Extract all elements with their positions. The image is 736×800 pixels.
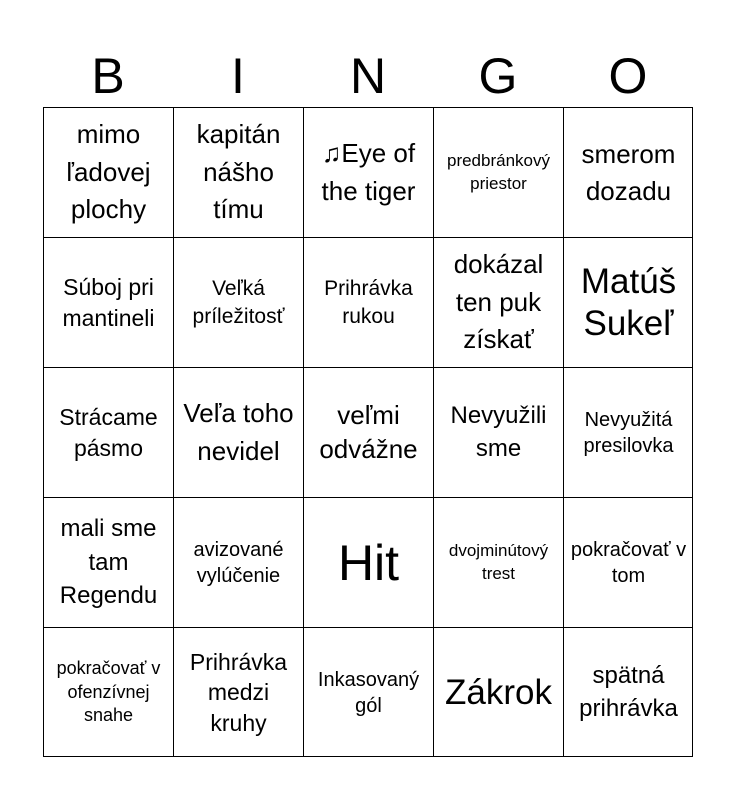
bingo-cell[interactable] <box>433 497 563 627</box>
bingo-cell[interactable] <box>563 367 693 497</box>
bingo-cell[interactable] <box>303 627 433 757</box>
bingo-cell[interactable] <box>173 627 303 757</box>
bingo-cell-text: Prihrávka rukou <box>324 277 413 328</box>
bingo-cell[interactable] <box>173 237 303 367</box>
bingo-cell[interactable] <box>303 237 433 367</box>
bingo-cell-text: Súboj pri mantineli <box>62 274 155 331</box>
bingo-cell-text: spätná prihrávka <box>579 662 678 722</box>
bingo-cell-text: kapitán nášho tímu <box>196 118 281 225</box>
bingo-cell-text: Nevyužili sme <box>450 402 547 462</box>
bingo-cell[interactable] <box>563 497 693 627</box>
bingo-cell-text: avizované vylúčenie <box>193 538 284 587</box>
bingo-cell-text: Veľa toho nevidel <box>183 397 294 466</box>
bingo-cell[interactable] <box>303 497 433 627</box>
bingo-cell-text: Nevyužitá presilovka <box>583 408 674 457</box>
bingo-cell[interactable] <box>563 107 693 237</box>
bingo-cell-text: Prihrávka medzi kruhy <box>189 648 288 736</box>
bingo-cell[interactable] <box>173 497 303 627</box>
bingo-cell-text: veľmi odvážne <box>319 399 418 464</box>
bingo-cell-text: Veľká príležitosť <box>192 277 285 328</box>
bingo-cell[interactable] <box>433 627 563 757</box>
header-letter-b: B <box>91 48 125 104</box>
bingo-cell-text: Zákrok <box>445 672 552 712</box>
bingo-grid <box>43 107 693 757</box>
bingo-cell-text: predbránkový priestor <box>446 151 550 193</box>
bingo-cell[interactable] <box>43 237 173 367</box>
bingo-cell[interactable] <box>303 107 433 237</box>
bingo-cell-text: pokračovať v ofenzívnej snahe <box>56 657 161 726</box>
bingo-cell[interactable] <box>563 237 693 367</box>
bingo-cell-text: dvojminútový trest <box>448 541 549 583</box>
bingo-cell[interactable] <box>433 237 563 367</box>
bingo-cell[interactable] <box>43 627 173 757</box>
bingo-cell-text: Strácame pásmo <box>59 404 158 461</box>
bingo-cell-text: mali sme tam Regendu <box>59 515 158 610</box>
bingo-cell[interactable] <box>433 107 563 237</box>
bingo-header <box>43 45 693 107</box>
bingo-cell[interactable] <box>173 107 303 237</box>
header-letter-n: N <box>349 48 387 104</box>
bingo-cell-text: smerom dozadu <box>581 139 676 206</box>
bingo-cell[interactable] <box>43 367 173 497</box>
header-letter-o: O <box>608 48 648 104</box>
bingo-cell-text: mimo ľadovej plochy <box>66 118 151 225</box>
header-letter-g: G <box>478 48 518 104</box>
bingo-cell[interactable] <box>43 497 173 627</box>
bingo-cell[interactable] <box>303 367 433 497</box>
header-letter-i: I <box>231 48 245 104</box>
bingo-cell-text: Matúš Sukeľ <box>580 261 677 343</box>
bingo-cell-text: ♫Eye of the tiger <box>321 137 416 206</box>
bingo-cell-text: pokračovať v tom <box>570 538 687 587</box>
bingo-cell-text: dokázal ten puk získať <box>453 248 544 355</box>
bingo-cell[interactable] <box>173 367 303 497</box>
bingo-cell-text: Hit <box>337 534 400 591</box>
bingo-cell[interactable] <box>43 107 173 237</box>
bingo-cell[interactable] <box>563 627 693 757</box>
bingo-cell[interactable] <box>433 367 563 497</box>
bingo-cell-text: Inkasovaný gól <box>317 668 420 717</box>
